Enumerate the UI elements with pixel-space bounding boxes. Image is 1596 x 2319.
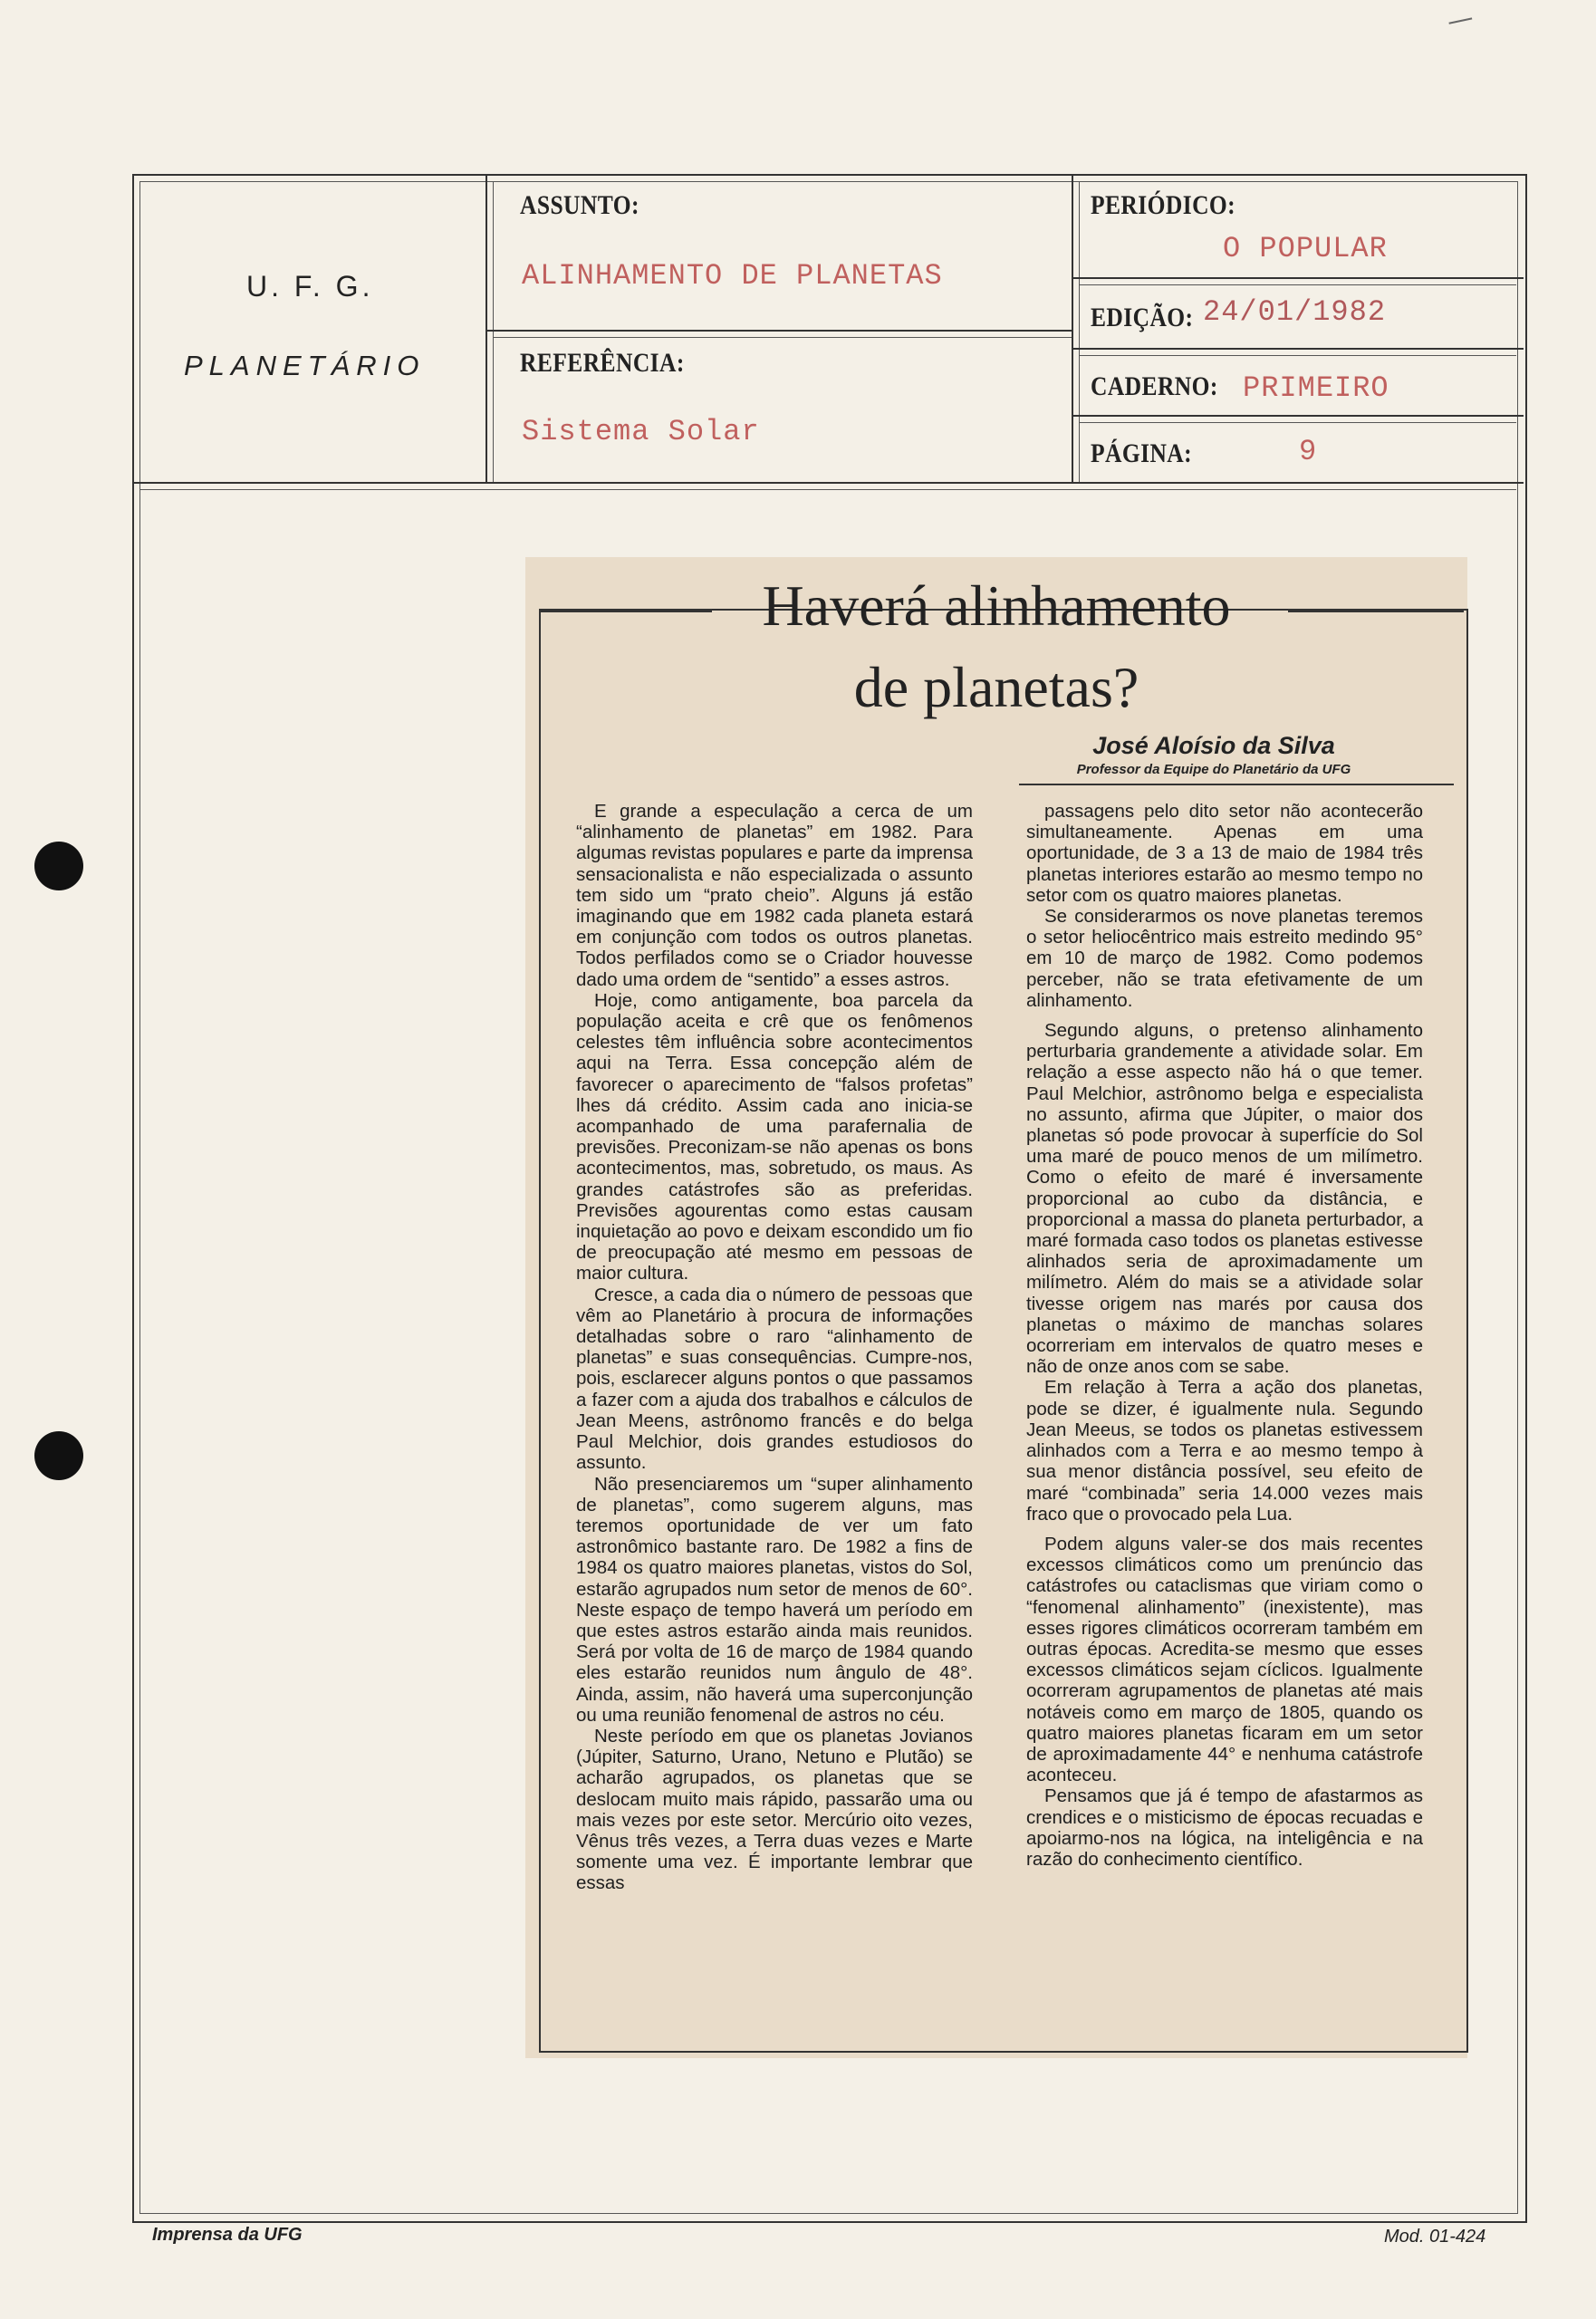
article-title-line2: de planetas? — [853, 655, 1139, 719]
paragraph: Podem alguns valer-se dos mais recentes excessos climáticos como um prenúncio das catástrofes ou cataclismas que viriam como o “fenomenal alinhamento” (inexistente), mas esses rigores climáticos ocorreram também em outras épocas. Acredita-se mesmo que esses excessos climáticos sejam cíclicos. Igualmente ocorreram agrupamentos de planetas até mais notáveis como em março de 1805, quando os quatro maiores planetas ficaram em um setor de aproximadamente 44° e nenhuma catástrofe aconteceu. — [1026, 1533, 1423, 1786]
institution-label: U. F. G. — [246, 270, 374, 303]
article-right-column — [1026, 801, 1423, 1870]
caderno-divider — [1072, 415, 1524, 417]
caderno-label: CADERNO: — [1091, 371, 1218, 401]
pagina-label: PÁGINA: — [1091, 438, 1193, 468]
periodico-value: O POPULAR — [1223, 232, 1388, 265]
paragraph: Segundo alguns, o pretenso alinhamento perturbaria grandemente a atividade solar. Em relação a esse aspecto não há o que temer. Paul Melchior, astrônomo belga e especialista no assunto, afirma que Júpiter, o maior dos planetas só pode provocar à superfície do Sol uma maré de pouco menos de um milímetro. Como o efeito de maré é inversamente proporcional ao cubo da distância, e proporcional a massa do planeta perturbador, a maré formada caso todos os planetas estivesse alinhados seria de aproximadamente um milímetro. Além do mais se a atividade solar tivesse origem nas marés por causa dos planetas o máximo de manchas solares ocorreriam em intervalos de quatro meses e não de onze anos com se sabe. — [1026, 1020, 1423, 1378]
article-left-column — [576, 801, 973, 1894]
paragraph: Não presenciaremos um “super alinhamento de planetas”, como sugerem alguns, mas teremos oportunidade de ver um fato astronômico bastante raro. De 1982 a fins de 1984 os quatro maiores planetas, vistos do Sol, estarão agrupados num setor de menos de 60°. Neste espaço de tempo haverá um período em que estes astros estarão ainda mais reunidos. Será por volta de 16 de março de 1984 quando eles estarão reunidos num ângulo de 48°. Ainda, assim, não haverá uma superconjunção ou uma reunião fenomenal de astros no céu. — [576, 1473, 973, 1726]
author-rule — [1019, 784, 1454, 785]
footer-form-code: Mod. 01-424 — [1384, 2227, 1486, 2247]
paragraph: E grande a especulação a cerca de um “alinhamento de planetas” em 1982. Para algumas revistas populares e parte da imprensa sensacionalista e não especializada o assunto tem sido um “prato cheio”. Alguns já estão imaginando que em 1982 cada planeta estará em conjunção com todos os outros planetas. Todos perfilados como se o Criador houvesse dado uma ordem de “sentido” a esses astros. — [576, 801, 973, 990]
department-label: PLANETÁRIO — [184, 350, 426, 381]
pagina-value: 9 — [1299, 435, 1318, 468]
article-title-line1: Haverá alinhamento — [762, 573, 1231, 638]
paragraph: Em relação à Terra a ação dos planetas, pode se dizer, é igualmente nula. Segundo Jean Meeus, se todos os planetas estivessem alinhados com a Terra e ao mesmo tempo à sua menor distância possível, seu efeito de maré “combinada” seria 14.000 vezes mais fraco que o provocado pela Lua. — [1026, 1377, 1423, 1525]
assunto-label: ASSUNTO: — [520, 190, 639, 220]
punch-hole-top — [34, 842, 83, 890]
article-author: José Aloísio da Silva — [1092, 732, 1335, 759]
periodico-label: PERIÓDICO: — [1091, 190, 1236, 220]
pen-mark — [1448, 17, 1473, 29]
caderno-value: PRIMEIRO — [1243, 371, 1389, 405]
paragraph: Hoje, como antigamente, boa parcela da população aceita e crê que os fenômenos celestes têm influência sobre acontecimentos aqui na Terra. Essa concepção além de favorecer o aparecimento de “falsos profetas” lhes dá crédito. Assim cada ano inicia-se acompanhado de uma parafernalia de previsões. Preconizam-se não apenas os bons acontecimentos, mas, sobretudo, os maus. As grandes catástrofes são as preferidas. Previsões agourentas como estas causam inquietação ao povo e deixam escondido um fio de preocupação até mesmo em pessoas de maior cultura. — [576, 989, 973, 1285]
header-bottom-rule-inner — [139, 489, 1516, 490]
assunto-referencia-divider-inner — [493, 337, 1072, 338]
article-author-role: Professor da Equipe do Planetário da UFG — [1076, 762, 1351, 777]
paragraph: Cresce, a cada dia o número de pessoas que vêm ao Planetário à procura de informações detalhadas sobre o raro “alinhamento de planetas” e suas consequências. Cumpre-nos, pois, esclarecer alguns pontos o que passamos a fazer com a ajuda dos trabalhos e cálculos de Jean Meens, astrônomo francês e do belga Paul Melchior, dois grandes estudiosos do assunto. — [576, 1284, 973, 1474]
footer-publisher: Imprensa da UFG — [152, 2225, 303, 2245]
caderno-divider-inner — [1079, 422, 1516, 423]
referencia-label: REFERÊNCIA: — [520, 348, 685, 378]
paragraph: Pensamos que já é tempo de afastarmos as crendices e o misticismo de épocas recuadas e apoiarmo-nos na lógica, na inteligência e na razão do conhecimento científico. — [1026, 1785, 1423, 1870]
edicao-divider — [1072, 348, 1524, 350]
edicao-divider-inner — [1079, 355, 1516, 356]
paragraph: Neste período em que os planetas Jovianos (Júpiter, Saturno, Urano, Netuno e Plutão) se acharão agrupados, os planetas que se deslocam muito mais rápido, passarão uma ou mais vezes por este setor. Mercúrio oito vezes, Vênus três vezes, a Terra duas vezes e Marte somente uma vez. É importante lembrar que essas — [576, 1725, 973, 1894]
header-divider-1-inner — [493, 181, 494, 482]
assunto-value: ALINHAMENTO DE PLANETAS — [522, 259, 943, 293]
edicao-label: EDIÇÃO: — [1091, 303, 1194, 332]
periodico-divider — [1072, 277, 1524, 279]
header-bottom-rule — [132, 482, 1524, 484]
punch-hole-bottom — [34, 1431, 83, 1480]
header-divider-1 — [486, 174, 487, 482]
paragraph: Se considerarmos os nove planetas teremos o setor heliocêntrico mais estreito medindo 95° em 10 de março de 1982. Como podemos perceber, não se trata efetivamente de um alinhamento. — [1026, 906, 1423, 1011]
assunto-referencia-divider — [486, 330, 1072, 332]
header-divider-2-inner — [1079, 181, 1080, 482]
referencia-value: Sistema Solar — [522, 415, 760, 448]
edicao-value: 24/01/1982 — [1203, 295, 1387, 329]
periodico-divider-inner — [1079, 284, 1516, 285]
header-divider-2 — [1072, 174, 1073, 482]
paragraph: passagens pelo dito setor não acontecerão simultaneamente. Apenas em uma oportunidade, de 3 a 13 de maio de 1984 três planetas interiores estarão ao mesmo tempo no setor com os quatro maiores planetas. — [1026, 801, 1423, 906]
